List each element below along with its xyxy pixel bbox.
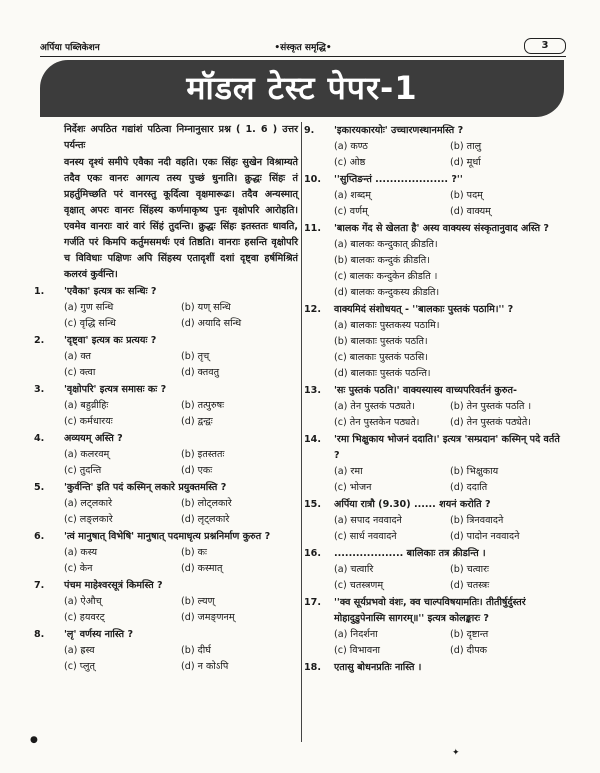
question-number: 14. xyxy=(304,434,321,445)
answer-option: (a) तेन पुस्तकं पठ्यते। xyxy=(334,401,415,412)
question-number: 11. xyxy=(304,223,321,234)
publisher-name: अर्पिया पब्लिकेशन xyxy=(40,43,100,53)
question-text: 'लृ' वर्णस्य नास्ति ? xyxy=(64,629,134,640)
question-text: अव्ययम् अस्ति ? xyxy=(64,433,123,444)
answer-option: (b) त्रिनववादने xyxy=(450,515,504,526)
question-stem xyxy=(34,382,298,398)
question-number: 7. xyxy=(34,580,45,591)
answer-option: (d) अयादि सन्धि xyxy=(181,318,242,329)
question-number: 18. xyxy=(304,662,321,673)
answer-option: (c) तेन पुस्तकेन पठ्यते। xyxy=(334,417,420,428)
option-list xyxy=(34,447,298,479)
answer-option: (a) लट्लकारे xyxy=(64,498,113,509)
question-number: 4. xyxy=(34,433,45,444)
answer-option: (b) कः xyxy=(181,547,207,558)
answer-option: (b) लोट्लकारे xyxy=(181,498,232,509)
question-item xyxy=(304,432,566,496)
question-item xyxy=(304,546,566,594)
answer-option: (a) गुण सन्धि xyxy=(64,302,114,313)
option-list xyxy=(304,139,566,171)
question-text: ''क्व सूर्यप्रभवो वंशः, क्व चाल्पविषयामतिः। तीतीर्षुर्दुस्तरं मोहादुडुपेनास्मि सागरम्॥'' इत्यत्र कोलङ्कारः ? xyxy=(334,597,526,624)
option-list xyxy=(304,562,566,594)
answer-option: (b) तेन पुस्तकं पठति । xyxy=(450,401,532,412)
page-header xyxy=(40,38,566,54)
question-item xyxy=(34,431,298,479)
answer-option: (b) इतस्ततः xyxy=(181,449,225,460)
question-number: 13. xyxy=(304,385,321,396)
question-text: एतासु बोधनप्रतिः नास्ति । xyxy=(334,662,422,673)
title-banner xyxy=(40,60,564,117)
question-stem xyxy=(34,578,298,594)
option-list xyxy=(304,399,566,431)
question-number: 10. xyxy=(304,174,321,185)
question-text: वाक्यमिदं संशोधयत् - ''बालकाः पुस्तकं पठामि।'' ? xyxy=(334,304,514,315)
question-stem xyxy=(34,284,298,300)
option-list xyxy=(304,627,566,659)
right-column xyxy=(304,122,566,676)
question-number: 16. xyxy=(304,548,321,559)
answer-option: (b) यण् सन्धि xyxy=(181,302,231,313)
question-item xyxy=(34,284,298,332)
question-text: 'एवैका' इत्यत्र कः सन्धिः ? xyxy=(64,286,157,297)
question-text: 'कुर्वन्ति' इति पदं कस्मिन् लकारे प्रयुक्तमस्ति ? xyxy=(64,482,227,493)
answer-option: (c) चतस्त्रणम् xyxy=(334,580,384,591)
page-title: मॉडल टेस्ट पेपर-1 xyxy=(186,69,418,107)
question-text: 'त्वं मानुषात् विभेषि' मानुषात् पदमाधृत्य प्रश्ननिर्माण कुरुत ? xyxy=(64,531,271,542)
answer-option: (c) क्त्वा xyxy=(64,367,96,378)
answer-option: (a) बालकः कन्दुकात् क्रीडति। xyxy=(334,239,438,250)
answer-option: (c) केन xyxy=(64,563,93,574)
column-divider xyxy=(301,122,302,742)
question-number: 3. xyxy=(34,384,45,395)
answer-option: (d) लृट्लकारे xyxy=(181,514,230,525)
question-number: 15. xyxy=(304,499,321,510)
question-number: 1. xyxy=(34,286,45,297)
answer-option: (a) रमा xyxy=(334,466,363,477)
question-item xyxy=(304,383,566,431)
question-number: 6. xyxy=(34,531,45,542)
answer-option: (d) चतस्त्रः xyxy=(450,580,490,591)
answer-option: (a) ऐऔच् xyxy=(64,596,102,607)
answer-option: (d) जमङ्णनम् xyxy=(181,612,235,623)
answer-option: (c) कर्मधारयः xyxy=(64,416,113,427)
answer-option: (d) पादोन नववादने xyxy=(450,531,520,542)
answer-option: (a) शब्दम् xyxy=(334,190,371,201)
question-text: पंचम माहेश्वरसूत्रं किमस्ति ? xyxy=(64,580,163,591)
question-item xyxy=(304,595,566,659)
question-stem xyxy=(304,660,566,676)
question-text: ................... बालिकाः तत्र क्रीडन्ति । xyxy=(334,548,486,559)
question-text: 'बालक गेंद से खेलता है' अस्य वाक्यस्य संस्कृतानुवाद अस्ति ? xyxy=(334,223,549,234)
answer-option: (d) बालकः कन्दुकस्य क्रीडति। xyxy=(334,287,440,298)
question-stem xyxy=(34,627,298,643)
question-item xyxy=(304,123,566,171)
answer-option: (c) विभावना xyxy=(334,645,381,656)
question-text: 'इकारयकारयोः' उच्चारणस्थानमस्ति ? xyxy=(334,125,464,136)
left-column xyxy=(34,122,298,675)
question-stem xyxy=(304,432,566,464)
answer-option: (b) भिक्षुकाय xyxy=(450,466,499,477)
answer-option: (d) दीपक xyxy=(450,645,488,656)
answer-option: (b) बालकः कन्दुकं क्रीडति। xyxy=(334,255,430,266)
series-name: •संस्कृत समृद्धि• xyxy=(274,43,332,53)
option-list xyxy=(34,496,298,528)
header-rule xyxy=(40,56,566,57)
answer-option: (c) वृद्धि सन्धि xyxy=(64,318,116,329)
answer-option: (c) लङ्लकारे xyxy=(64,514,113,525)
answer-option: (d) तेन पुस्तकं पठ्येते। xyxy=(450,417,531,428)
answer-option: (a) क्त xyxy=(64,351,92,362)
answer-option: (d) क्तवतु xyxy=(181,367,220,378)
question-text: 'वृक्षोपरि' इत्यत्र समासः कः ? xyxy=(64,384,167,395)
answer-option: (b) बालकाः पुस्तकं पठति। xyxy=(334,336,428,347)
question-item xyxy=(34,529,298,577)
answer-option: (c) बालकः कन्दुकेन क्रीडति । xyxy=(334,271,438,282)
answer-option: (b) तालु xyxy=(450,141,482,152)
answer-option: (c) वर्णम् xyxy=(334,206,368,217)
answer-option: (c) सार्ध नववादने xyxy=(334,531,397,542)
question-text: अर्पिया रात्रौ (9.30) ...... शयनं करोति ? xyxy=(334,499,491,510)
answer-option: (c) तुदन्ति xyxy=(64,465,102,476)
question-stem xyxy=(34,431,298,447)
question-item xyxy=(34,333,298,381)
answer-option: (c) भोजन xyxy=(334,482,372,493)
stray-mark: ● xyxy=(30,735,38,745)
answer-option: (a) कण्ठ xyxy=(334,141,368,152)
question-stem xyxy=(34,529,298,545)
question-number: 8. xyxy=(34,629,45,640)
question-number: 5. xyxy=(34,482,45,493)
question-stem xyxy=(304,546,566,562)
option-list xyxy=(304,237,566,301)
question-text: ''सुप्तिङन्तं .................... ?'' xyxy=(334,174,463,185)
question-item xyxy=(34,627,298,675)
question-stem xyxy=(34,333,298,349)
question-stem xyxy=(304,383,566,399)
stray-mark: ✦ xyxy=(452,748,460,758)
question-item xyxy=(304,172,566,220)
question-stem xyxy=(304,497,566,513)
question-item xyxy=(34,480,298,528)
option-list xyxy=(34,300,298,332)
answer-option: (a) बालकाः पुस्तकस्य पठामि। xyxy=(334,320,440,331)
answer-option: (a) सपाद नववादने xyxy=(334,515,402,526)
option-list xyxy=(34,545,298,577)
option-list xyxy=(34,398,298,430)
question-stem xyxy=(304,595,566,627)
passage-instruction: निर्देशः अपठित गद्यांशं पठित्वा निम्नानुसार प्रश्न ( 1. 6 ) उत्तर पर्यन्तः xyxy=(64,124,298,151)
option-list xyxy=(34,643,298,675)
question-item xyxy=(304,221,566,301)
answer-option: (a) ह्रस्व xyxy=(64,645,95,656)
answer-option: (a) कलरवम् xyxy=(64,449,110,460)
question-stem xyxy=(304,221,566,237)
answer-option: (b) दीर्घ xyxy=(181,645,211,656)
question-item xyxy=(304,497,566,545)
option-list xyxy=(34,349,298,381)
answer-option: (d) द्वन्द्वः xyxy=(181,416,213,427)
question-stem xyxy=(34,480,298,496)
answer-option: (c) हयवरट् xyxy=(64,612,105,623)
answer-option: (d) वाक्यम् xyxy=(450,206,491,217)
question-number: 12. xyxy=(304,304,321,315)
answer-option: (b) दृष्टान्त xyxy=(450,629,489,640)
answer-option: (d) कस्मात् xyxy=(181,563,223,574)
question-number: 17. xyxy=(304,597,321,608)
answer-option: (c) ओष्ठ xyxy=(334,157,366,168)
answer-option: (a) बहुव्रीहिः xyxy=(64,400,109,411)
answer-option: (c) बालकाः पुस्तकं पठसि। xyxy=(334,352,428,363)
answer-option: (d) ददाति xyxy=(450,482,488,493)
answer-option: (b) तृच् xyxy=(181,351,210,362)
question-item xyxy=(34,578,298,626)
question-stem xyxy=(304,302,566,318)
answer-option: (c) प्लुत् xyxy=(64,661,95,672)
option-list xyxy=(304,318,566,382)
answer-option: (b) तत्पुरुषः xyxy=(181,400,225,411)
option-list xyxy=(304,188,566,220)
right-question-list xyxy=(304,123,566,676)
answer-option: (a) चत्वारि xyxy=(334,564,374,575)
question-item xyxy=(304,302,566,382)
answer-option: (d) मूर्धा xyxy=(450,157,481,168)
question-text: 'दृष्ट्वा' इत्यत्र कः प्रत्ययः ? xyxy=(64,335,157,346)
question-number: 9. xyxy=(304,125,315,136)
left-question-list xyxy=(34,284,298,675)
passage-text: वनस्य दृश्यं समीपे एवैका नदी वहति। एकः सिंहः सुखेन विश्राम्यते तदैव एकः वानरः आगत्य तस्य पुच्छं धुनाति। क्रुद्धः सिंहः तं प्रहर्तुमिच्छति परं वानरस्तु कूर्दित्वा वृक्षमारूढः। तदैव अन्यस्मात् वृक्षात् अपरः वानरः सिंहस्य कर्णमाकृष्य पुनः वृक्षोपरि आरोहति। एवमेव वानराः वारं वारं सिंहं तुदन्ति। क्रुद्धः सिंहः इतस्ततः धावति, गर्जति परं किमपि कर्तुमसमर्थः एवं तिष्ठति। वानराः हसन्ति वृक्षोपरि च विविधाः पक्षिणः अपि सिंहस्य एतादृशीं दशां दृष्ट्वा हर्षमिश्रितं कलरवं कुर्वन्ति। xyxy=(64,157,298,280)
answer-option: (d) एकः xyxy=(181,465,213,476)
question-item xyxy=(34,382,298,430)
answer-option: (d) बालकाः पुस्तकं पठन्ति। xyxy=(334,368,431,379)
question-number: 2. xyxy=(34,335,45,346)
question-stem xyxy=(304,172,566,188)
answer-option: (b) ल्यण् xyxy=(181,596,215,607)
question-stem xyxy=(304,123,566,139)
page-number: 3 xyxy=(524,38,566,54)
answer-option: (a) निदर्शना xyxy=(334,629,378,640)
option-list xyxy=(304,464,566,496)
question-text: 'रमा भिक्षुकाय भोजनं ददाति।' इत्यत्र 'सम्प्रदान' कस्मिन् पदे वर्तते ? xyxy=(334,434,560,461)
option-list xyxy=(304,513,566,545)
question-text: 'सः पुस्तकं पठति।' वाक्यस्यास्य वाच्यपरिवर्तनं कुरुत- xyxy=(334,385,517,396)
question-item xyxy=(304,660,566,676)
answer-option: (a) कस्य xyxy=(64,547,98,558)
option-list xyxy=(34,594,298,626)
answer-option: (b) चत्वारः xyxy=(450,564,489,575)
answer-option: (d) न कोऽपि xyxy=(181,661,229,672)
answer-option: (b) पदम् xyxy=(450,190,483,201)
